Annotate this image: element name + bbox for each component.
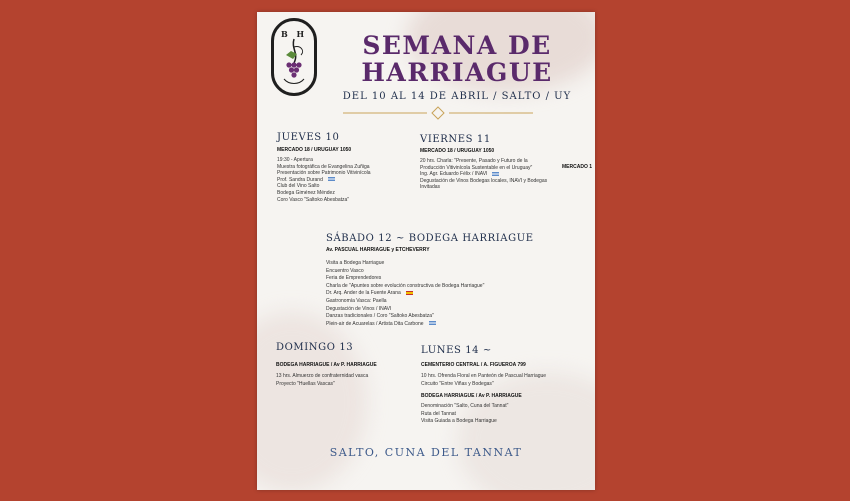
- ornament-divider: [343, 106, 533, 120]
- day-heading-sabado: SÁBADO 12 ~ BODEGA HARRIAGUE: [326, 233, 534, 244]
- watercolor-stain: [457, 372, 595, 490]
- grape-vine-icon: [277, 29, 311, 91]
- list-item: Plein-air de Acuarelas / Artista Dita Carbone: [326, 321, 484, 329]
- list-item: Bodega Giménez Méndez: [277, 189, 335, 196]
- poster-title-line1: SEMANA DE: [362, 31, 552, 60]
- spain-flag-icon: [406, 291, 413, 295]
- uruguay-flag-icon: [429, 321, 436, 325]
- event-list-viernes: [420, 158, 547, 191]
- list-item: Muestra fotográfica de Evangelina Zuñiga: [277, 163, 370, 170]
- list-item: Proyecto "Huellas Vascas": [276, 380, 335, 387]
- list-item: 20 hrs. Charla: "Presente, Pasado y Futuro de la: [420, 158, 528, 164]
- list-item: Ing. Agr. Eduardo Félix / INAVI: [420, 171, 547, 178]
- list-item: Degustación de Vinos Bodegas locales, INAVI y Bodegas: [420, 177, 548, 184]
- event-list-jueves: [277, 157, 371, 203]
- list-item: Charla de "Apuntes sobre evolución constructiva de Bodega Harriague": [326, 282, 485, 289]
- list-item: Visita a Bodega Harriague: [326, 260, 385, 266]
- list-item: Dr. Arq. Ander de la Fuente Arana: [326, 290, 484, 298]
- list-item: Circuito "Entre Viñas y Bodegas": [421, 380, 494, 387]
- day-heading-lunes: LUNES 14 ~: [421, 345, 492, 356]
- list-item: Invitadas: [420, 184, 441, 191]
- list-item: Feria de Emprendedores: [326, 275, 382, 282]
- list-item: Encuentro Vasco: [326, 267, 364, 274]
- overflow-venue-label: MERCADO 1: [562, 164, 593, 170]
- event-list-lunes-2: [421, 403, 508, 426]
- list-item: Ruta del Tannat: [421, 410, 456, 417]
- list-item: Coro Vasco "Saltoko Abesbatza": [277, 196, 350, 203]
- list-item: Presentación sobre Patrimonio Vitivinícola: [277, 170, 371, 177]
- list-item: 19:30 - Apertura: [277, 157, 313, 163]
- list-item: Club del Vino Salto: [277, 183, 320, 190]
- venue-lunes-2: BODEGA HARRIAGUE / Av P. HARRIAGUE: [421, 393, 522, 399]
- poster-date-range: DEL 10 AL 14 DE ABRIL / SALTO / UY: [342, 91, 572, 102]
- list-item: 13 hrs. Almuerzo de confraternidad vasca: [276, 373, 369, 379]
- day-heading-jueves: JUEVES 10: [277, 132, 340, 143]
- event-list-lunes: [421, 373, 546, 388]
- event-poster: [257, 12, 595, 490]
- venue-lunes: CEMENTERIO CENTRAL / A. FIGUEROA 799: [421, 362, 526, 368]
- list-item: Denominación "Salto, Cuna del Tannat": [421, 403, 509, 409]
- list-item: Prof. Sandra Durand: [277, 177, 371, 184]
- list-item: Gastronomía Vasca: Paella: [326, 297, 387, 304]
- list-item: Danzas tradicionales / Coro "Saltoko Abesbatza": [326, 313, 434, 320]
- event-list-domingo: [276, 373, 368, 388]
- venue-domingo: BODEGA HARRIAGUE / Av P. HARRIAGUE: [276, 362, 377, 368]
- bh-logo: [271, 18, 317, 96]
- uruguay-flag-icon: [328, 177, 335, 181]
- logo-monogram: B H: [280, 29, 308, 39]
- venue-sabado: Av. PASCUAL HARRIAGUE y ETCHEVERRY: [326, 247, 430, 253]
- list-item: Degustación de Vinos / INAVI: [326, 305, 392, 312]
- list-item: Visita Guiada a Bodega Harriague: [421, 418, 497, 425]
- venue-jueves: MERCADO 18 / URUGUAY 1050: [277, 147, 352, 153]
- poster-title-line2: HARRIAGUE: [361, 58, 553, 87]
- day-heading-viernes: VIERNES 11: [420, 134, 491, 145]
- list-item: Producción Vitivinícola Sustentable en el Uruguay": [420, 164, 533, 171]
- list-item: 10 hrs. Ofrenda Floral en Panteón de Pascual Harriague: [421, 373, 547, 379]
- event-list-sabado: [326, 260, 484, 328]
- poster-footer-slogan: SALTO, CUNA DEL TANNAT: [329, 446, 523, 459]
- watercolor-stain: [257, 312, 367, 490]
- uruguay-flag-icon: [492, 172, 499, 176]
- day-heading-domingo: DOMINGO 13: [276, 342, 354, 353]
- venue-viernes: MERCADO 18 / URUGUAY 1050: [420, 148, 495, 154]
